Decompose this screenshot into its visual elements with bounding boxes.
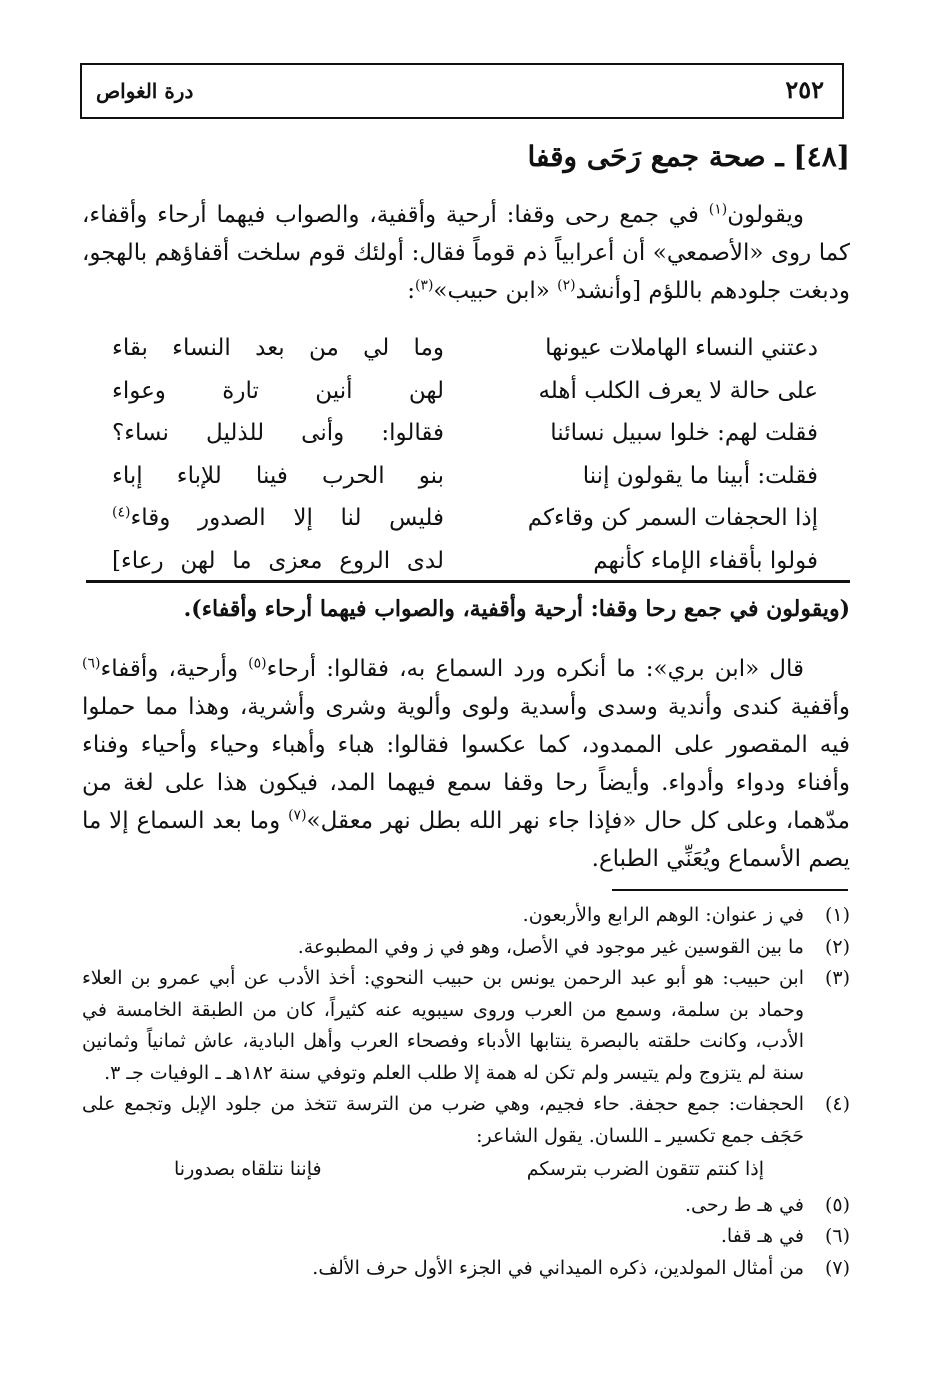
poem xyxy=(112,335,818,590)
footnote xyxy=(82,1089,850,1152)
footnote xyxy=(82,900,850,932)
poem-second-hemistich: فقالوا: وأنى للذليل نساء؟ xyxy=(112,420,444,446)
poem-first-hemistich: فقلت: أبينا ما يقولون إننا xyxy=(582,462,818,489)
poem-second-hemistich: وما لي من بعد النساء بقاء xyxy=(112,335,444,361)
poem-first-hemistich: على حالة لا يعرف الكلب أهله xyxy=(538,377,818,404)
footnote-separator xyxy=(612,889,848,891)
commentary-text-2: وأرحية، وأقفاء xyxy=(100,656,249,682)
intro-paragraph xyxy=(82,196,850,310)
poem-second-hemistich: لهن أنين تارة وعواء xyxy=(112,377,444,404)
poem-verse xyxy=(112,505,818,548)
footnote-number: (٣) xyxy=(824,967,850,989)
intro-text-4: : xyxy=(407,278,415,304)
footnote xyxy=(82,1221,850,1253)
footnote-text: في هـ ط رحى. xyxy=(685,1193,804,1216)
footnote-verse-first: إذا كنتم تتقون الضرب بترسكم xyxy=(526,1158,764,1180)
footnote-ref-6: (٦) xyxy=(82,655,101,672)
poem-hemistich-text: فليس لنا إلا الصدور وقاء xyxy=(130,505,444,531)
footnote-text: ما بين القوسين غير موجود في الأصل، وهو في ز وفي المطبوعة. xyxy=(297,935,804,958)
poem-verse xyxy=(112,420,818,463)
commentary-heading: (ويقولون في جمع رحا وقفا: أرحية وأقفية، والصواب فيهما أرحاء وأقفاء). xyxy=(183,596,850,622)
commentary-text-1: قال «ابن بري»: ما أنكره ورد السماع به، فقالوا: أرحاء xyxy=(266,656,804,682)
footnote-text: في هـ قفا. xyxy=(720,1225,804,1247)
footnote-verse-second: فإننا نتلقاه بصدورنا xyxy=(174,1158,322,1180)
footnote-ref-4: (٤) xyxy=(112,504,131,521)
footnote-number: (٥) xyxy=(824,1193,850,1216)
footnote-text: في ز عنوان: الوهم الرابع والأربعون. xyxy=(522,904,804,926)
poem-verse xyxy=(112,378,818,421)
footnote-verse xyxy=(174,1154,810,1186)
footnote-ref-2: (٢) xyxy=(557,277,576,294)
intro-text-3: «ابن حبيب» xyxy=(433,278,558,304)
running-title: درة الغواص xyxy=(96,79,194,103)
footnote-ref-5: (٥) xyxy=(248,655,267,672)
commentary-text-3: وأقفية كندى وأندية وسدى وأسدية ولوى وألوية وشرى وأشرية، وهذا مما حملوا فيه المقصور على الممدود، كما عكسوا فقالوا: هباء وأهباء وحياء وأحياء وفناء وأفناء ودواء وأدواء. وأيضاً رحا وقفا سمع فيهما المد، فيكون هذا على لغة من مدّهما، وعلى كل حال «فإذا جاء نهر الله بطل نهر معقل» xyxy=(82,694,850,834)
footnote xyxy=(82,932,850,964)
commentary-paragraph xyxy=(82,650,850,878)
poem-verse xyxy=(112,548,818,591)
footnote-number: (٧) xyxy=(824,1256,850,1279)
footnote-ref-3: (٣) xyxy=(414,277,434,294)
poem-first-hemistich: دعتني النساء الهاملات عيونها xyxy=(545,335,818,361)
footnote xyxy=(82,1190,850,1222)
poem-first-hemistich: فقلت لهم: خلوا سبيل نسائنا xyxy=(550,420,818,446)
page-header xyxy=(80,63,844,119)
footnote-number: (٤) xyxy=(824,1093,850,1115)
intro-text-1: ويقولون xyxy=(727,202,804,228)
footnote-number: (٢) xyxy=(824,935,850,958)
poem-second-hemistich: بنو الحرب فينا للإباء إباء xyxy=(112,462,444,489)
footnote xyxy=(82,1253,850,1285)
footnote-text: الحجفات: جمع حجفة. حاء فجيم، وهي ضرب من الترسة تتخذ من جلود الإبل وتجمع على حَجَف جمع تكسير ـ اللسان. يقول الشاعر: xyxy=(82,1093,804,1147)
poem-first-hemistich: إذا الحجفات السمر كن وقاءكم xyxy=(527,505,818,531)
footnote xyxy=(82,963,850,1089)
poem-verse xyxy=(112,463,818,506)
footnote-ref-1: (١) xyxy=(708,201,728,218)
section-divider xyxy=(86,580,850,583)
poem-second-hemistich xyxy=(112,505,444,531)
poem-second-hemistich: لدى الروع معزى ما لهن رعاء] xyxy=(112,547,444,574)
commentary-text-4: وما بعد السماع إلا ما يصم الأسماع ويُعَنِّي الطباع. xyxy=(82,808,850,872)
footnote-ref-7: (٧) xyxy=(288,807,307,824)
footnote-number: (٦) xyxy=(824,1225,850,1247)
footnotes xyxy=(82,900,850,1284)
intro-text-2: في جمع رحى وقفا: أرحية وأقفية، والصواب فيهما أرحاء وأقفاء، كما روى «الأصمعي» أن أعرابياً ذم قوماً فقال: أولئك قوم سلخت أقفاؤهم بالهجو، ودبغت جلودهم باللؤم [وأنشد xyxy=(82,202,850,304)
footnote-number: (١) xyxy=(824,904,850,926)
page-number: ٢٥٢ xyxy=(785,75,824,104)
poem-first-hemistich: فولوا بأقفاء الإماء كأنهم xyxy=(593,547,818,574)
footnote-text: ابن حبيب: هو أبو عبد الرحمن يونس بن حبيب النحوي: أخذ الأدب عن أبي عمرو بن العلاء وحماد بن سلمة، وسمع من العرب وروى سيبويه عنه كثيراً، كان من الطبقة الخامسة في الأدب، وكانت حلقته بالبصرة ينتابها الأدباء وفصحاء العرب وأهل البادية، عاش ثمانياً وثمانين سنة لم يتزوج ولم يتيسر ولم تكن له همة إلا طلب العلم وتوفي سنة ١٨٢هـ ـ الوفيات جـ ٣. xyxy=(82,967,804,1084)
poem-verse xyxy=(112,335,818,378)
section-title: [٤٨] ـ صحة جمع رَحَى وقفا xyxy=(527,140,850,173)
footnote-text: من أمثال المولدين، ذكره الميداني في الجزء الأول حرف الألف. xyxy=(312,1256,804,1279)
